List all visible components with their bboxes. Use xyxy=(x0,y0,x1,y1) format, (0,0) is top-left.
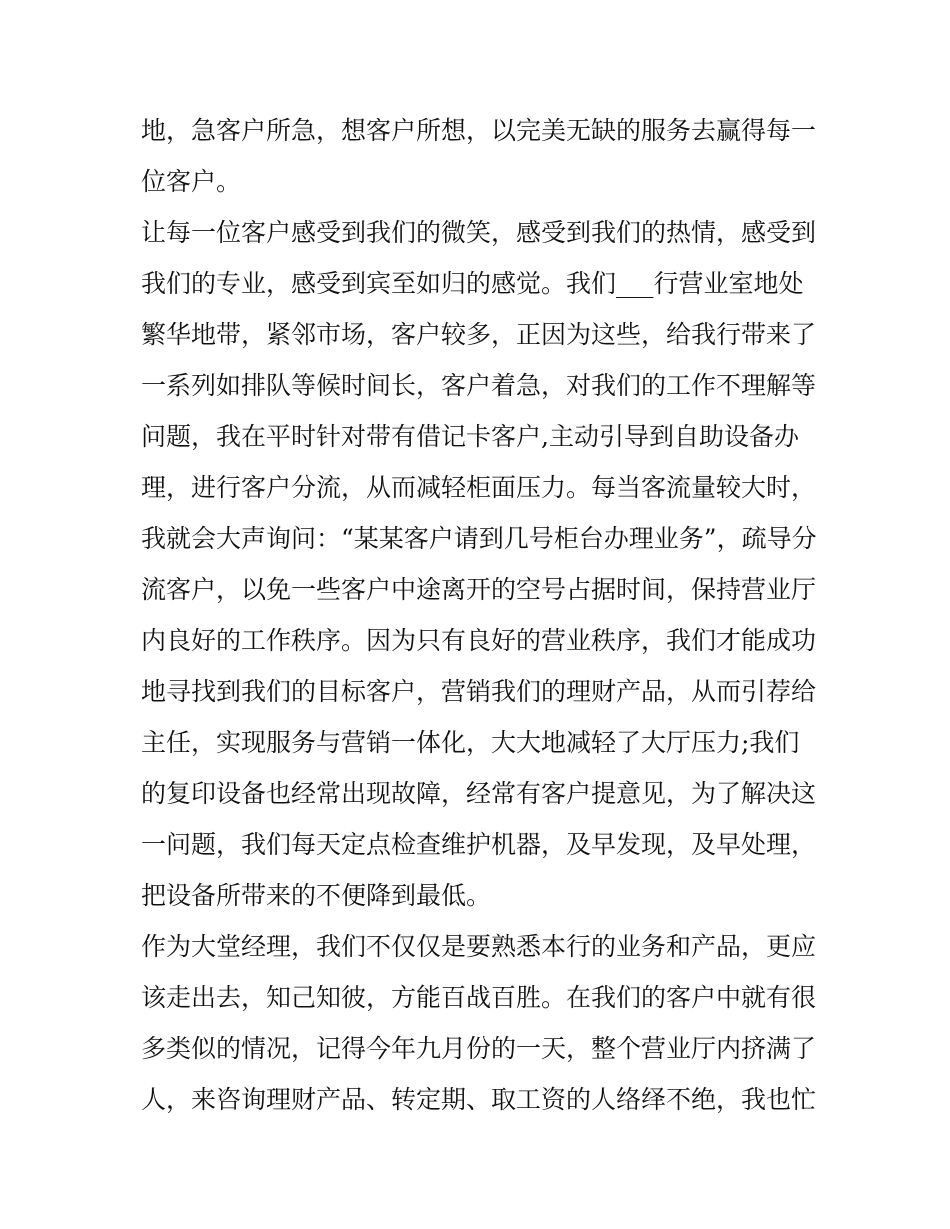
text-line: 地，急客户所急，想客户所想，以完美无缺的服务去赢得每一 xyxy=(141,116,817,145)
text-line: 位客户。 xyxy=(141,167,242,196)
text-line: 流客户，以免一些客户中途离开的空号占据时间，保持营业厅 xyxy=(141,575,817,604)
text-line: 地寻找到我们的目标客户，营销我们的理财产品，从而引荐给 xyxy=(141,677,817,706)
text-line: 一问题，我们每天定点检查维护机器，及早发现，及早处理， xyxy=(141,830,817,859)
text-line: 繁华地带，紧邻市场，客户较多，正因为这些，给我行带来了 xyxy=(141,320,817,349)
text-line: 该走出去，知己知彼，方能百战百胜。在我们的客户中就有很 xyxy=(141,983,817,1012)
text-line: 理，进行客户分流，从而减轻柜面压力。每当客流量较大时， xyxy=(141,473,817,502)
text-line: 内良好的工作秩序。因为只有良好的营业秩序，我们才能成功 xyxy=(141,626,817,655)
text-line: 一系列如排队等候时间长，客户着急，对我们的工作不理解等 xyxy=(141,371,817,400)
text-line: 让每一位客户感受到我们的微笑，感受到我们的热情，感受到 xyxy=(141,218,817,247)
document-body xyxy=(141,105,817,1125)
text-line: 的复印设备也经常出现故障，经常有客户提意见，为了解决这 xyxy=(141,779,817,808)
text-line: 人，来咨询理财产品、转定期、取工资的人络绎不绝，我也忙 xyxy=(141,1085,817,1114)
text-line: 主任，实现服务与营销一体化，大大地减轻了大厅压力;我们 xyxy=(141,728,800,757)
text-line: 多类似的情况，记得今年九月份的一天，整个营业厅内挤满了 xyxy=(141,1034,817,1063)
text-line: 我就会大声询问：“某某客户请到几号柜台办理业务”，疏导分 xyxy=(141,524,817,553)
text-line: 问题，我在平时针对带有借记卡客户,主动引导到自助设备办 xyxy=(141,422,799,451)
text-line: 把设备所带来的不便降到最低。 xyxy=(141,881,492,910)
text-line: 作为大堂经理，我们不仅仅是要熟悉本行的业务和产品，更应 xyxy=(141,932,817,961)
text-line: 我们的专业，感受到宾至如归的感觉。我们___行营业室地处 xyxy=(141,269,804,298)
